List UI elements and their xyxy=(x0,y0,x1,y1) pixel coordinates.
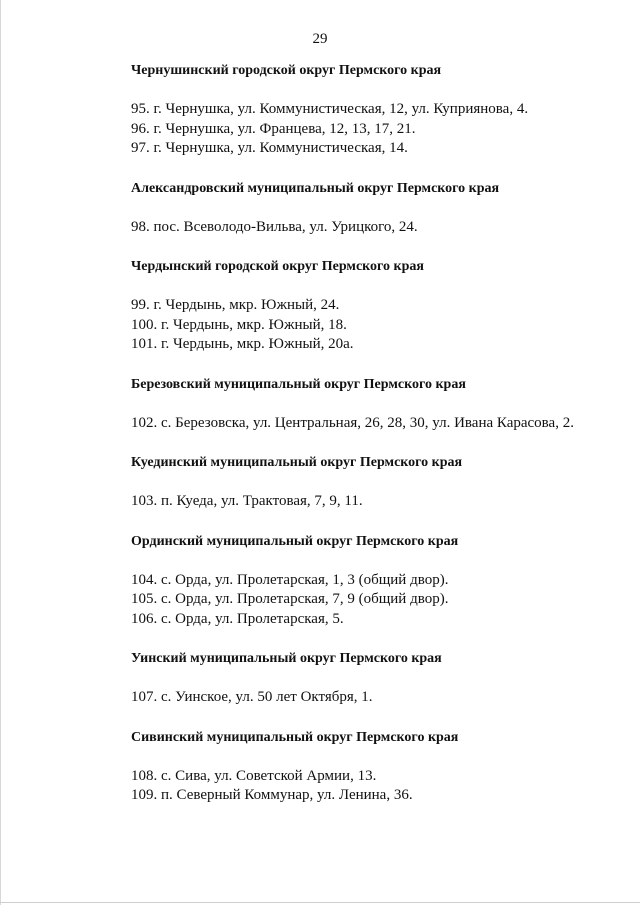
scan-edge-left xyxy=(0,0,1,905)
section-heading: Уинский муниципальный округ Пермского края xyxy=(131,651,442,666)
section-heading: Чердынский городской округ Пермского края xyxy=(131,259,424,274)
address-item: 96. г. Чернушка, ул. Францева, 12, 13, 17, 21. xyxy=(131,120,416,137)
address-item: 107. с. Уинское, ул. 50 лет Октября, 1. xyxy=(131,689,373,705)
section-heading: Ординский муниципальный округ Пермского края xyxy=(131,533,459,549)
section-ordinsky xyxy=(131,533,611,630)
address-item: 98. пос. Всеволодо-Вильва, ул. Урицкого, 24. xyxy=(131,218,418,235)
section-kuedinsky xyxy=(131,454,611,512)
section-heading: Куединский муниципальный округ Пермского края xyxy=(131,455,463,470)
section-uinsky xyxy=(131,650,611,708)
section-berezovsky xyxy=(131,376,611,434)
address-list xyxy=(131,767,611,806)
section-aleksandrovsky xyxy=(131,180,611,238)
address-item: 105. с. Орда, ул. Пролетарская, 7, 9 (общий двор). xyxy=(131,591,449,607)
scan-edge-bottom xyxy=(0,902,640,903)
address-list xyxy=(131,100,611,159)
section-sivinsky xyxy=(131,729,611,806)
address-list xyxy=(131,688,611,708)
address-item: 104. с. Орда, ул. Пролетарская, 1, 3 (общий двор). xyxy=(131,571,449,588)
section-heading: Сивинский муниципальный округ Пермского края xyxy=(131,729,459,745)
address-item: 109. п. Северный Коммунар, ул. Ленина, 36. xyxy=(131,787,413,803)
page-number: 29 xyxy=(312,31,328,47)
address-list xyxy=(131,571,611,630)
section-heading: Чернушинский городской округ Пермского края xyxy=(131,63,442,78)
section-heading: Березовский муниципальный округ Пермского края xyxy=(131,376,466,392)
address-item: 95. г. Чернушка, ул. Коммунистическая, 12, ул. Куприянова, 4. xyxy=(131,101,529,117)
address-item: 108. с. Сива, ул. Советской Армии, 13. xyxy=(131,767,377,784)
document-body xyxy=(131,62,611,827)
address-item: 102. с. Березовска, ул. Центральная, 26, 28, 30, ул. Ивана Карасова, 2. xyxy=(131,414,574,431)
address-item: 97. г. Чернушка, ул. Коммунистическая, 14. xyxy=(131,140,408,156)
address-list xyxy=(131,218,611,238)
address-item: 103. п. Куеда, ул. Трактовая, 7, 9, 11. xyxy=(131,493,363,509)
section-chernushinsky xyxy=(131,62,611,159)
section-cherdynsky xyxy=(131,258,611,355)
address-list xyxy=(131,492,611,512)
address-item: 100. г. Чердынь, мкр. Южный, 18. xyxy=(131,316,347,333)
address-item: 101. г. Чердынь, мкр. Южный, 20а. xyxy=(131,336,354,352)
address-list xyxy=(131,296,611,355)
address-list xyxy=(131,414,611,434)
address-item: 106. с. Орда, ул. Пролетарская, 5. xyxy=(131,610,344,627)
section-heading: Александровский муниципальный округ Пермского края xyxy=(131,180,500,196)
address-item: 99. г. Чердынь, мкр. Южный, 24. xyxy=(131,297,340,313)
